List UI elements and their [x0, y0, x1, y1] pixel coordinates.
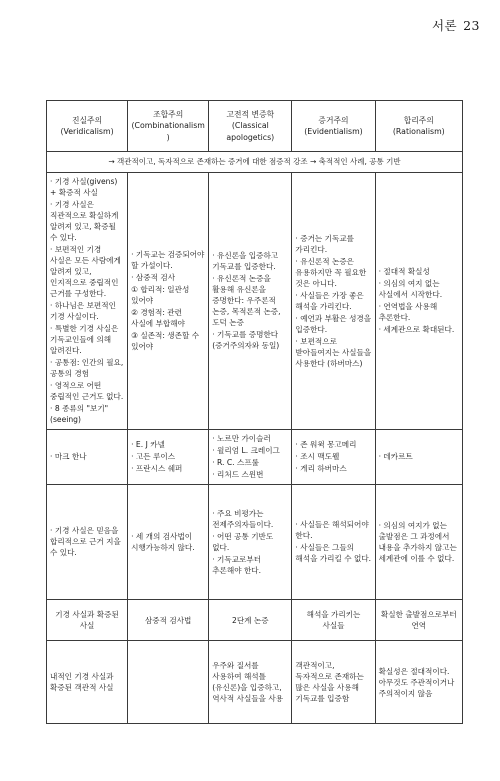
- list-item: · 사실들은 가장 좋은 해석을 가리킨다.: [295, 290, 364, 311]
- list-item: · 기독교는 검증되어야 할 가설이다.: [131, 250, 205, 270]
- col-header-rationalism: 합리주의 (Rationalism): [375, 101, 462, 152]
- list-item: · 리처드 스윈번: [212, 470, 264, 479]
- list-item: · 어떤 공통 기반도 없다.: [212, 531, 274, 552]
- col-header-veridicalism: 진실주의 (Veridicalism): [47, 101, 128, 152]
- list-item: · 마크 한나: [50, 452, 87, 461]
- table-cell: [47, 430, 128, 485]
- table-cell: 삼중적 검사법: [128, 600, 209, 641]
- table-cell: [209, 430, 292, 485]
- list-item: · 기경 사실(givens) + 확증적 사실: [50, 177, 118, 197]
- method-row: [47, 600, 463, 641]
- table-cell: [292, 485, 375, 600]
- list-item: · 의심의 여지 없는 사실에서 시작한다.: [378, 279, 443, 299]
- list-item: · 8 종류의 "보기"(seeing): [50, 404, 109, 424]
- list-item: · 게리 하버마스: [295, 464, 347, 473]
- list-item: · 윌리엄 L. 크레이그: [212, 446, 280, 455]
- col-header-classical-apologetics: 고전적 변증학 (Classical apologetics): [209, 101, 292, 152]
- table-cell: [128, 485, 209, 600]
- list-item: · 예언과 부활은 성경을 입증한다.: [295, 313, 372, 334]
- list-item: · 기독교로부터 추론해야 한다.: [212, 554, 262, 575]
- page-header: [432, 16, 480, 34]
- table-row: [47, 430, 463, 485]
- list-item: · 데카르트: [378, 452, 413, 461]
- col-header-evidentialism: 증거주의 (Evidentialism): [292, 101, 375, 152]
- list-item: · 하나님은 보편적인 기경 사실이다.: [50, 301, 116, 321]
- table-cell: [375, 485, 462, 600]
- cell-list: [379, 520, 459, 564]
- list-item: · R. C. 스프룰: [212, 458, 260, 467]
- table-cell: 2단계 논증: [209, 600, 292, 641]
- evidence-emphasis-row: [47, 152, 463, 173]
- table-cell: [128, 641, 209, 724]
- list-item: · 프란시스 쉐퍼: [131, 464, 183, 473]
- list-item: · 절대적 확실성: [378, 267, 430, 276]
- list-item: · 사실들은 그들의 해석을 가리킬 수 없다.: [295, 543, 372, 563]
- table-row: [47, 173, 463, 430]
- cell-list: [379, 266, 459, 335]
- list-item: · 유신론적 논증은 유용하지만 꼭 필요한 것은 아니다.: [295, 256, 367, 288]
- table-cell: 내적인 기경 사실과 확증된 객관적 사실: [47, 641, 128, 724]
- list-item: · 기경 사실은 직관적으로 확실하게 알려져 있고, 확증될 수 있다.: [50, 200, 119, 242]
- list-item: · 특별한 기경 사실은 기독교인들에 의해 알려진다.: [50, 324, 119, 355]
- list-item: · 유신론적 논증을 활용해 유신론을 증명한다: 우주론적 논증, 목적론적 논증, 도덕 논증: [212, 274, 281, 327]
- table-cell: [292, 430, 375, 485]
- table-cell: 확실한 출발점으로부터 연역: [375, 600, 462, 641]
- list-item: · 노르만 가이슬러: [212, 434, 271, 443]
- list-item: ① 합리적: 일관성 있어야: [131, 285, 190, 305]
- list-item: · 기독교를 증명한다 (증거주의자와 동일): [212, 330, 280, 350]
- list-item: · 주요 비평가는 전제주의자들이다.: [212, 508, 274, 529]
- cell-list: [212, 433, 288, 480]
- list-item: · 유신론을 입증하고 기독교를 입증한다.: [212, 251, 279, 271]
- table-cell: [128, 173, 209, 430]
- cell-list: [131, 249, 205, 352]
- list-item: · 삼중적 검사: [131, 273, 176, 282]
- running-title: 서론: [431, 18, 458, 33]
- cell-list: [379, 451, 459, 462]
- list-item: · 의심의 여지가 없는 출발점은 그 과정에서 내용을 추가하지 않고는 세계관에 이를 수 없다.: [378, 520, 457, 563]
- cell-list: [50, 525, 124, 558]
- list-item: ② 경험적: 관련 사실에 부합해야: [131, 308, 185, 328]
- table-cell: 해석을 가리키는 사실들: [292, 600, 375, 641]
- list-item: · 증거는 기독교를 가리킨다.: [295, 233, 354, 254]
- cell-list: [131, 531, 205, 553]
- table-cell: [375, 430, 462, 485]
- table-row: [47, 485, 463, 600]
- list-item: · 사실들은 해석되어야 한다.: [295, 520, 369, 540]
- table-cell: [209, 173, 292, 430]
- cell-list: [50, 176, 124, 425]
- evidence-emphasis-text: → 객관적이고, 독자적으로 존재하는 증거에 대한 점증적 강조 → 축적적인 사례, 공통 기반: [47, 152, 463, 173]
- list-item: · E. J 카넬: [131, 440, 165, 449]
- list-item: ③ 실존적: 생존할 수 있어야: [131, 331, 200, 351]
- list-item: · 연역법을 사용해 추론한다.: [378, 302, 438, 322]
- cell-list: [295, 519, 371, 564]
- col-header-combinationalism: 조합주의 (Combinationalism): [128, 101, 209, 152]
- comparison-table: [46, 100, 463, 724]
- list-item: · 세 개의 검사법이 시행가능하지 않다.: [131, 531, 195, 552]
- cell-list: [212, 508, 288, 576]
- table-cell: 객관적이고, 독자적으로 존재하는 많은 사실을 사용해 기독교를 입증함: [292, 641, 375, 724]
- list-item: · 세계관으로 확대된다.: [378, 325, 455, 334]
- table-cell: 우주와 질서를 사용하여 해석틀(유신론)을 입증하고, 역사적 사실들을 사용: [209, 641, 292, 724]
- table-cell: 기경 사실과 확증된 사실: [47, 600, 128, 641]
- list-item: · 존 워윅 몽고메리: [295, 440, 357, 449]
- header-row: [47, 101, 463, 152]
- cell-list: [131, 439, 205, 474]
- cell-list: [295, 233, 371, 369]
- table-cell: 확실성은 절대적이다. 아무것도 주관적이거나 주의적이지 않음: [375, 641, 462, 724]
- table-cell: [128, 430, 209, 485]
- list-item: · 영적으로 어떤 중립적인 근거도 없다.: [50, 381, 124, 401]
- list-item: · 조시 맥도웰: [295, 452, 340, 461]
- cell-list: [212, 250, 288, 351]
- page-number: 23: [463, 18, 480, 33]
- table-cell: [375, 173, 462, 430]
- list-item: · 고든 루이스: [131, 452, 176, 461]
- summary-row: [47, 641, 463, 724]
- list-item: · 기경 사실은 믿음을 합리적으로 근거 지을 수 있다.: [50, 526, 121, 557]
- cell-list: [50, 451, 124, 462]
- list-item: · 보편적으로 받아들여지는 사실들을 사용한다 (하버마스): [295, 336, 372, 368]
- list-item: · 보편적인 기경 사실은 모든 사람에게 알려져 있고, 인지적으로 중립적인 근거를 구성한다.: [50, 245, 121, 298]
- list-item: · 공통점: 인간의 필요, 공통의 경험: [50, 358, 124, 378]
- table-cell: [47, 173, 128, 430]
- cell-list: [295, 439, 371, 474]
- table-cell: [47, 485, 128, 600]
- table-cell: [292, 173, 375, 430]
- table-cell: [209, 485, 292, 600]
